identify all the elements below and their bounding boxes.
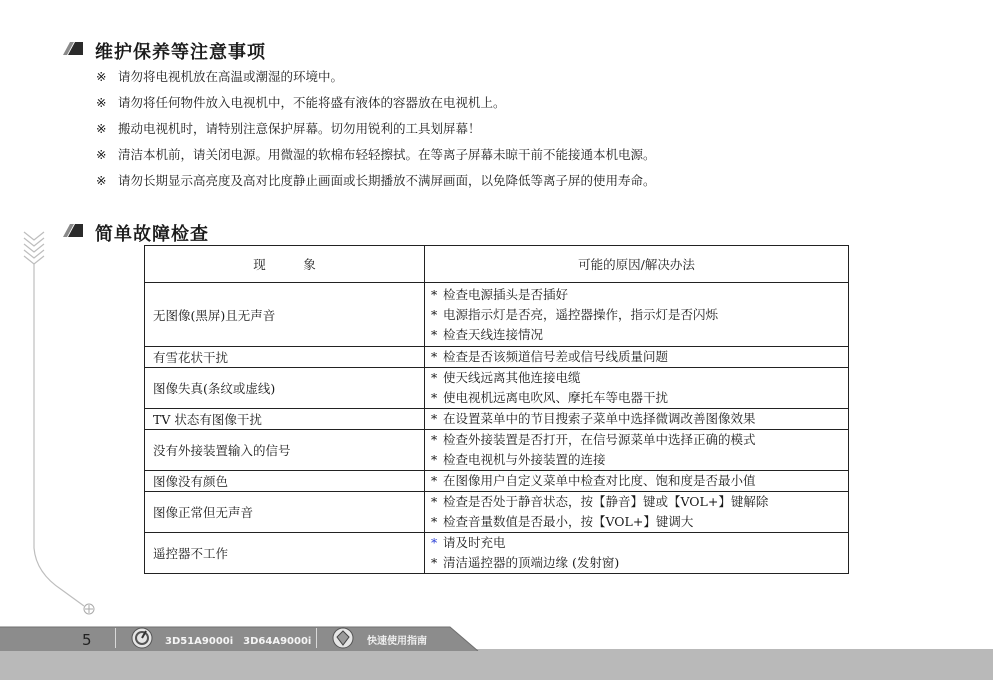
maintenance-notes-list bbox=[96, 64, 956, 194]
section-pencil-icon bbox=[62, 222, 84, 238]
footer-band bbox=[0, 649, 993, 680]
section-title-troubleshooting: 简单故障检查 bbox=[95, 224, 209, 245]
symptom-cell: 图像正常但无声音 bbox=[145, 492, 425, 533]
solution-cell: * 检查是否该频道信号差或信号线质量问题 bbox=[425, 347, 849, 368]
table-row bbox=[145, 368, 849, 409]
table-header-row bbox=[145, 246, 849, 283]
solution-cell: * 检查是否处于静音状态，按【静音】键或【VOL+】键解除 * 检查音量数值是否最小，按【VOL+】键调大 bbox=[425, 492, 849, 533]
solution-cell: * 请及时充电 * 清洁遥控器的顶端边缘 (发射窗) bbox=[425, 533, 849, 574]
solution-cell: * 在设置菜单中的节目搜索子菜单中选择微调改善图像效果 bbox=[425, 409, 849, 430]
table-row bbox=[145, 533, 849, 574]
footer-divider bbox=[316, 628, 317, 648]
decorative-side-line bbox=[22, 228, 102, 618]
symptom-cell: 没有外接装置输入的信号 bbox=[145, 430, 425, 471]
list-item: ※ 请勿将任何物件放入电视机中，不能将盛有液体的容器放在电视机上。 bbox=[96, 95, 506, 110]
column-header-symptom: 现 象 bbox=[145, 246, 425, 283]
solution-cell: * 使天线远离其他连接电缆 * 使电视机远离电吹风、摩托车等电器干扰 bbox=[425, 368, 849, 409]
table-row bbox=[145, 492, 849, 533]
solution-cell: * 检查电源插头是否插好 * 电源指示灯是否亮，遥控器操作，指示灯是否闪烁 * 检查天线连接情况 bbox=[425, 283, 849, 347]
table-row bbox=[145, 430, 849, 471]
table-row bbox=[145, 347, 849, 368]
footer-divider bbox=[115, 628, 116, 648]
table-row bbox=[145, 471, 849, 492]
list-item: ※ 清洁本机前，请关闭电源。用微湿的软棉布轻轻擦拭。在等离子屏幕未晾干前不能接通本机电源。 bbox=[96, 147, 656, 162]
symptom-cell: 图像没有颜色 bbox=[145, 471, 425, 492]
section-title-maintenance: 维护保养等注意事项 bbox=[95, 42, 266, 63]
section-pencil-icon bbox=[62, 40, 84, 56]
solution-cell: * 在图像用户自定义菜单中检查对比度、饱和度是否最小值 bbox=[425, 471, 849, 492]
symptom-cell: 无图像(黑屏)且无声音 bbox=[145, 283, 425, 347]
symptom-cell: 图像失真(条纹或虚线) bbox=[145, 368, 425, 409]
list-item: ※ 搬动电视机时，请特别注意保护屏幕。切勿用锐利的工具划屏幕！ bbox=[96, 121, 481, 136]
gem-icon bbox=[332, 627, 354, 649]
crosshair-icon bbox=[83, 603, 95, 615]
table-row bbox=[145, 283, 849, 347]
table-row bbox=[145, 409, 849, 430]
list-item: ※ 请勿将电视机放在高温或潮湿的环境中。 bbox=[96, 69, 344, 84]
page-number: 5 bbox=[82, 631, 92, 649]
model-numbers: 3D51A9000i 3D64A9000i bbox=[165, 636, 312, 647]
column-header-solution: 可能的原因/解决办法 bbox=[425, 246, 849, 283]
symptom-cell: 有雪花状干扰 bbox=[145, 347, 425, 368]
troubleshooting-table bbox=[144, 245, 849, 574]
symptom-cell: 遥控器不工作 bbox=[145, 533, 425, 574]
list-item: ※ 请勿长期显示高亮度及高对比度静止画面或长期播放不满屏画面，以免降低等离子屏的使用寿命。 bbox=[96, 173, 656, 188]
symptom-cell: TV 状态有图像干扰 bbox=[145, 409, 425, 430]
solution-cell: * 检查外接装置是否打开，在信号源菜单中选择正确的模式 * 检查电视机与外接装置的连接 bbox=[425, 430, 849, 471]
quick-guide-label: 快速使用指南 bbox=[367, 636, 427, 647]
disc-icon bbox=[131, 627, 153, 649]
